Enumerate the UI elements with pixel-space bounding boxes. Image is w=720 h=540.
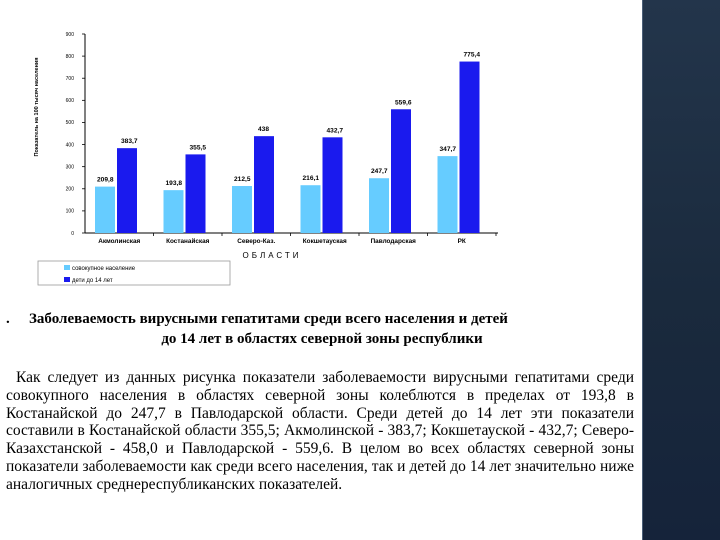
data-label: 775,4 [463,51,481,59]
data-labels-group [97,52,480,188]
y-tick-label: 900 [65,31,74,38]
legend-label-series-2: дети до 14 лет [72,278,113,284]
y-axis-title: Показатель на 100 тысяч населения [34,57,40,157]
legend-swatch-series-1 [64,265,70,270]
body-paragraph: Как следует из данных рисунка показатели заболеваемости вирусными гепатитами среди совокупного населения в областях северной зоны колеблются в пределах от 193,8 в Костанайской до 247,7 в Павлодарской области. Среди детей до 14 лет эти показатели составили в Костанайской области 355,5; Акмолинской - 383,7; Кокшетауской - 432,7; Северо-Казахстанской - 458,0 и Павлодарской - 559,6. В целом во всех областях северной зоны показатели заболеваемости как среди всего населения, так и детей до 14 лет значительно ниже аналогичных среднереспубликанских показателей. [6,369,634,493]
bar-series-1 [369,178,389,233]
y-tick-label: 200 [65,186,74,193]
y-tick-label: 800 [65,53,74,60]
bar-chart [0,0,642,300]
bar-series-1 [95,187,115,233]
bar-series-2 [391,109,411,233]
category-label: Павлодарская [370,238,416,245]
caption-line-2: до 14 лет в областях северной зоны республики [161,331,483,347]
y-tick-label: 700 [65,76,74,83]
data-label: 216,1 [302,175,320,183]
data-label: 355,5 [189,144,207,152]
y-tick-label: 100 [65,208,74,215]
y-tick-label: 600 [65,98,74,105]
caption-bullet: . [6,311,10,327]
y-tick-label: 500 [65,120,74,127]
category-label: Акмолинская [98,238,141,245]
bar-series-1 [438,156,458,233]
data-label: 438 [258,126,270,134]
bar-series-1 [164,190,184,233]
bars-group [95,62,480,233]
data-label: 212,5 [234,176,251,184]
y-tick-label: 400 [65,142,74,149]
slide-sidebar-decoration [642,0,720,540]
legend [38,261,230,285]
y-axis-ticks [66,32,85,237]
x-axis-title: ОБЛАСТИ [242,251,302,260]
data-label: 347,7 [439,146,457,154]
bar-series-2 [117,148,137,233]
data-label: 247,7 [371,168,388,176]
legend-swatch-series-2 [64,277,70,282]
category-labels-group [98,233,496,245]
bar-series-1 [301,185,321,233]
y-tick-label: 300 [65,164,74,171]
bar-series-2 [186,154,206,233]
category-label: РК [457,238,466,245]
y-tick-label: 0 [71,230,74,237]
category-label: Кокшетауская [302,238,347,245]
data-label: 432,7 [326,127,344,135]
bar-series-2 [254,136,274,233]
data-label: 209,8 [97,176,114,184]
data-label: 383,7 [121,138,138,146]
legend-label-series-1: совокупное население [72,266,136,272]
caption-line-1: Заболеваемость вирусными гепатитами среди всего населения и детей [29,311,508,327]
bar-series-2 [323,137,343,233]
category-label: Костанайская [166,238,210,245]
data-label: 193,8 [165,180,183,188]
bar-series-2 [460,62,480,233]
bar-series-1 [232,186,252,233]
category-label: Северо-Каз. [237,238,276,245]
data-label: 559,6 [395,99,412,107]
